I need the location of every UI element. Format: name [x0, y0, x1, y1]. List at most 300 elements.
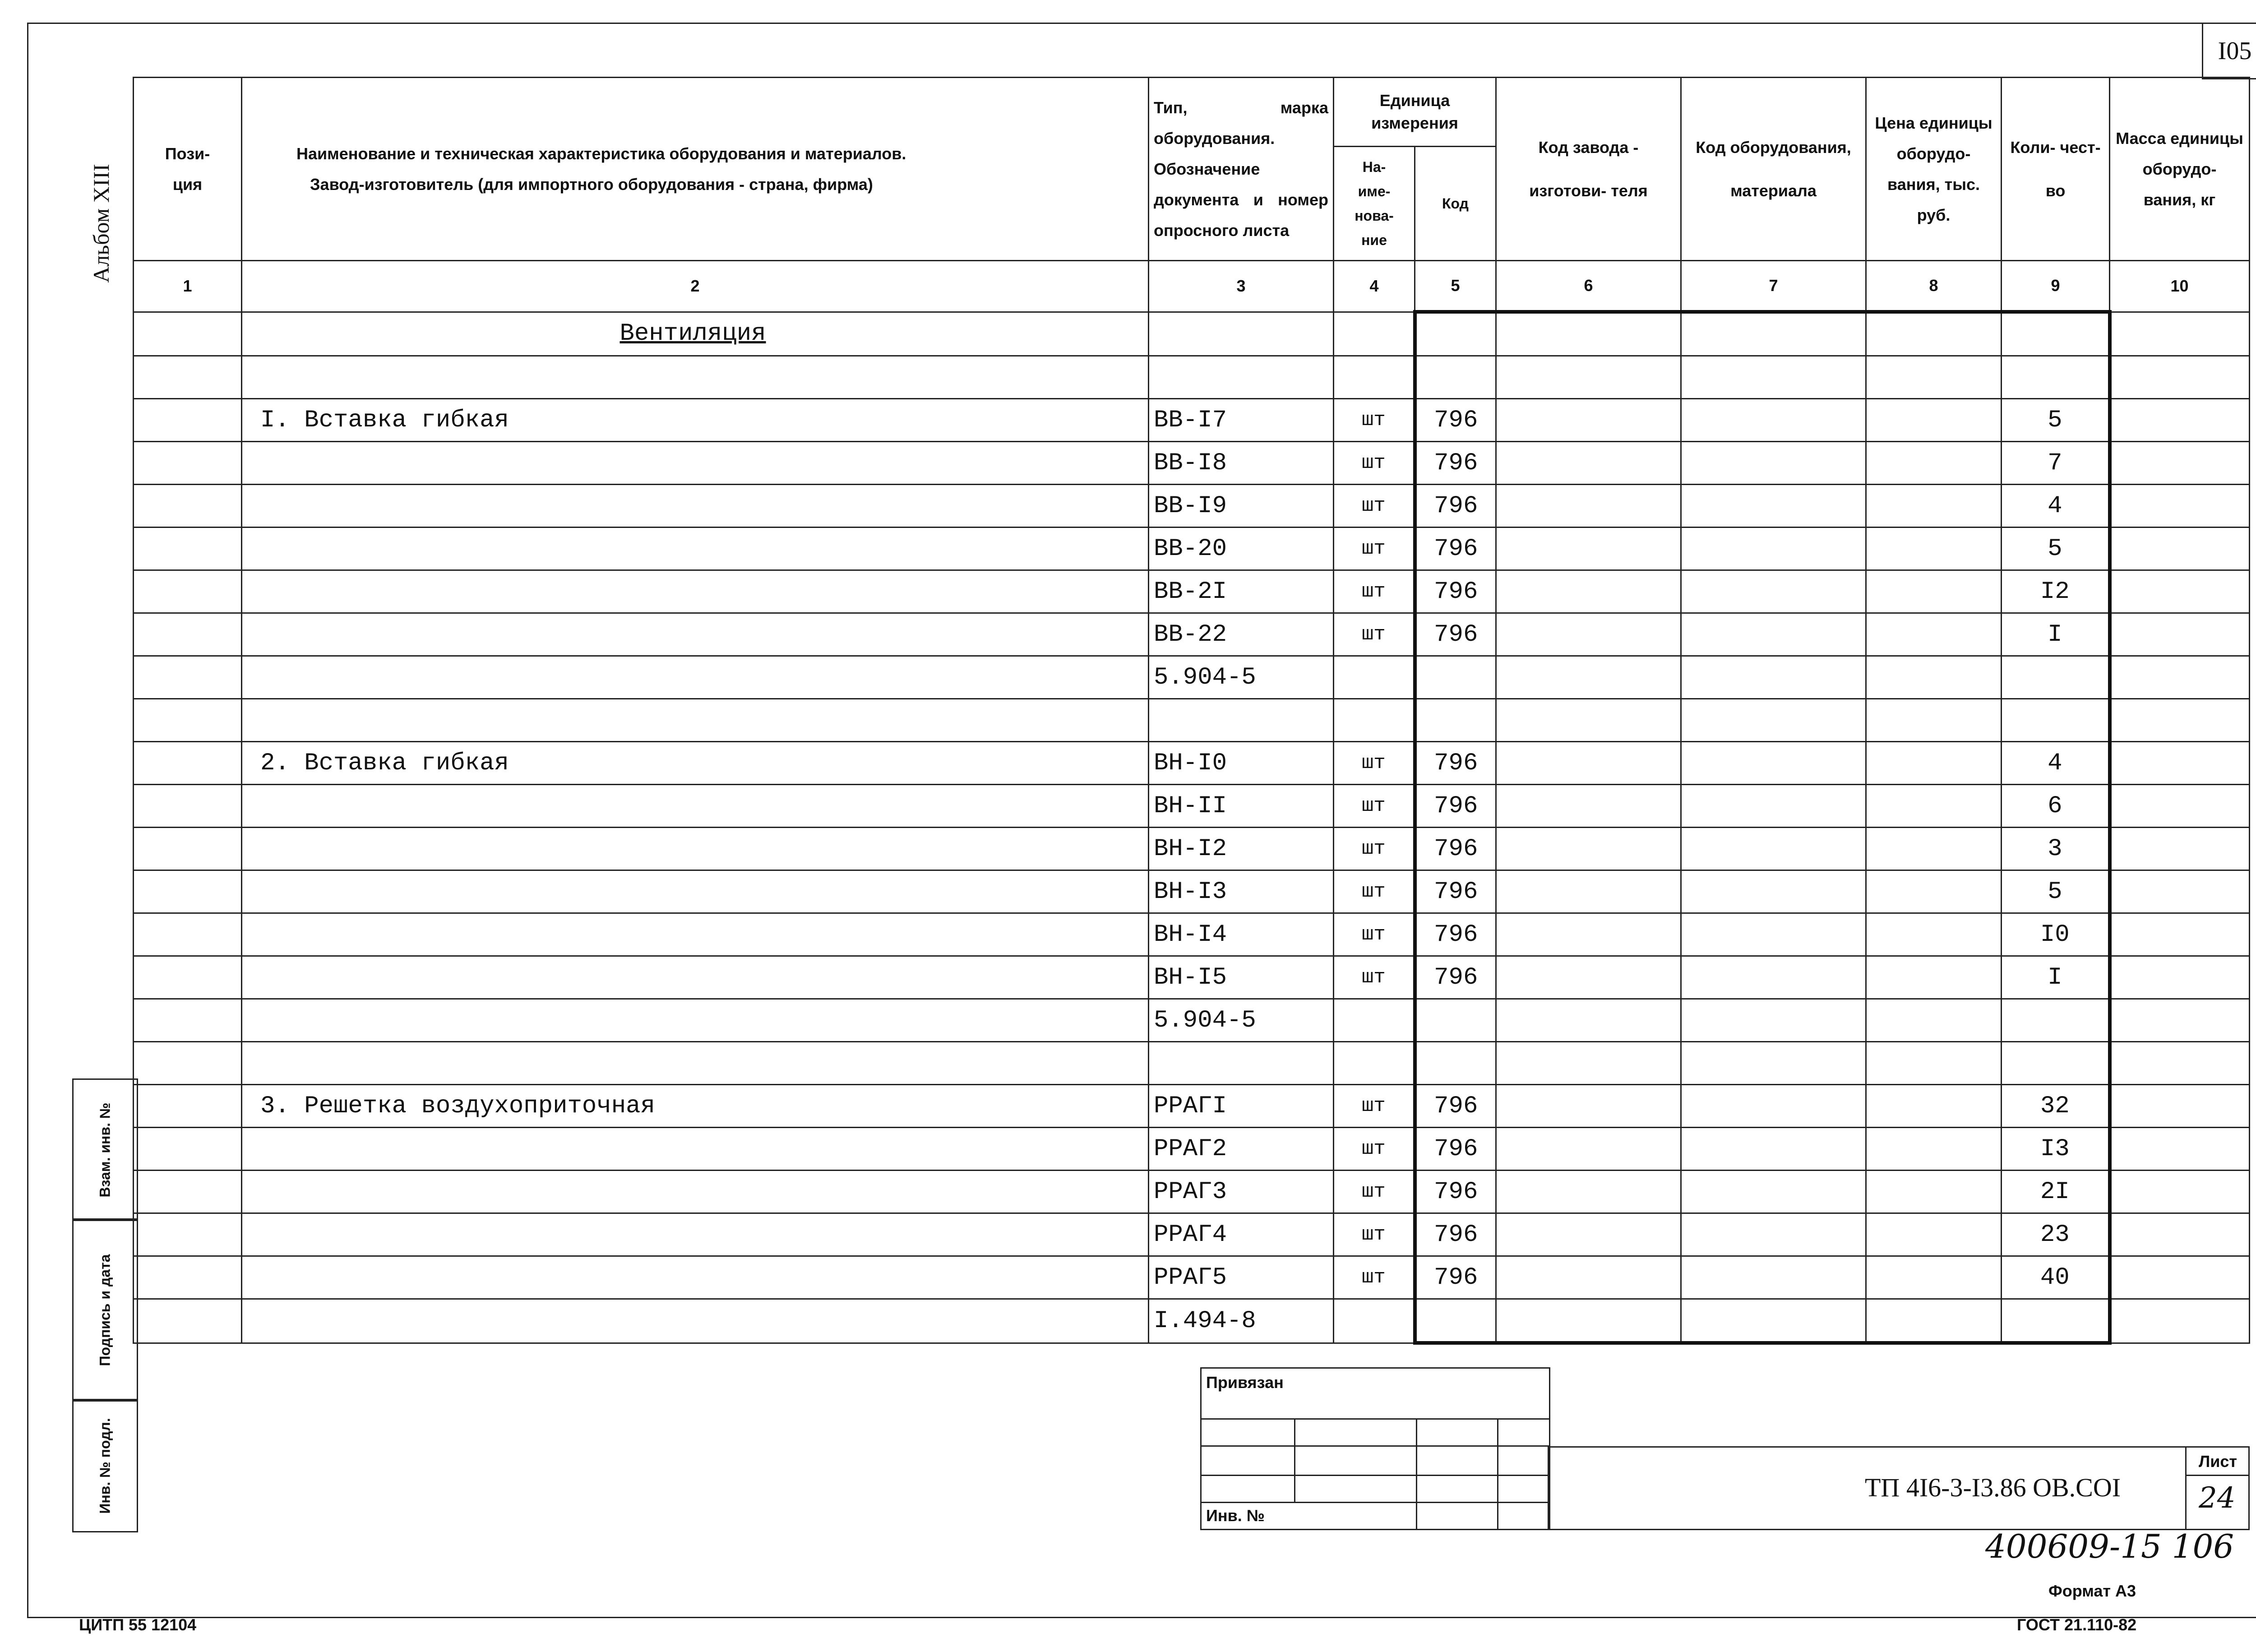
quantity-cell	[2002, 312, 2110, 356]
position-cell	[134, 828, 242, 870]
type-cell: 5.904-5	[1149, 656, 1334, 699]
unit-code-cell: 796	[1415, 442, 1496, 485]
equipment-code-cell	[1681, 613, 1866, 656]
quantity-cell: I	[2002, 956, 2110, 999]
col-number: 10	[2110, 261, 2250, 312]
equipment-code-cell	[1681, 1128, 1866, 1171]
mass-cell	[2110, 1171, 2250, 1213]
unit-name-cell: шт	[1334, 442, 1415, 485]
table-row	[134, 399, 2250, 442]
quantity-cell: 4	[2002, 485, 2110, 528]
unit-code-cell: 796	[1415, 828, 1496, 870]
header-col7: Код оборудования, материала	[1681, 78, 1866, 261]
equipment-code-cell	[1681, 1213, 1866, 1256]
position-cell	[134, 1085, 242, 1128]
bound-stamp	[1200, 1367, 1550, 1530]
factory-code-cell	[1496, 828, 1681, 870]
type-cell: ВВ-20	[1149, 528, 1334, 570]
factory-code-cell	[1496, 1256, 1681, 1299]
factory-code-cell	[1496, 999, 1681, 1042]
price-cell	[1866, 656, 2002, 699]
header-col4: На- име- нова- ние	[1334, 147, 1415, 261]
position-cell	[134, 956, 242, 999]
mass-cell	[2110, 356, 2250, 399]
equipment-code-cell	[1681, 399, 1866, 442]
quantity-cell: I	[2002, 613, 2110, 656]
unit-code-cell: 796	[1415, 956, 1496, 999]
equipment-code-cell	[1681, 356, 1866, 399]
type-cell	[1149, 356, 1334, 399]
unit-code-cell: 796	[1415, 742, 1496, 785]
position-cell	[134, 870, 242, 913]
name-cell	[242, 1042, 1149, 1085]
quantity-cell	[2002, 656, 2110, 699]
unit-code-cell: 796	[1415, 1128, 1496, 1171]
table-row	[134, 442, 2250, 485]
table-row	[134, 1171, 2250, 1213]
unit-code-cell: 796	[1415, 1256, 1496, 1299]
col-number: 1	[134, 261, 242, 312]
price-cell	[1866, 570, 2002, 613]
unit-code-cell	[1415, 699, 1496, 742]
col-number: 8	[1866, 261, 2002, 312]
quantity-cell: 40	[2002, 1256, 2110, 1299]
position-cell	[134, 570, 242, 613]
unit-name-cell: шт	[1334, 1171, 1415, 1213]
name-cell: Вентиляция	[242, 312, 1149, 356]
header-col2-line2: Завод-изготовитель (для импортного оборудования - страна, фирма)	[310, 175, 873, 194]
unit-name-cell: шт	[1334, 785, 1415, 828]
factory-code-cell	[1496, 312, 1681, 356]
side-cell-inventory: Инв. № подл.	[72, 1399, 138, 1532]
quantity-cell	[2002, 999, 2110, 1042]
col-number: 5	[1415, 261, 1496, 312]
quantity-cell: 5	[2002, 399, 2110, 442]
mass-cell	[2110, 1299, 2250, 1343]
header-col1: Пози- ция	[134, 78, 242, 261]
price-cell	[1866, 785, 2002, 828]
name-cell	[242, 570, 1149, 613]
name-cell	[242, 1171, 1149, 1213]
table-row	[134, 613, 2250, 656]
header-col6: Код завода - изготови- теля	[1496, 78, 1681, 261]
equipment-code-cell	[1681, 442, 1866, 485]
equipment-code-cell	[1681, 956, 1866, 999]
table-row	[134, 312, 2250, 356]
type-cell: РРАГ4	[1149, 1213, 1334, 1256]
table-row	[134, 570, 2250, 613]
factory-code-cell	[1496, 1171, 1681, 1213]
mass-cell	[2110, 528, 2250, 570]
name-cell	[242, 870, 1149, 913]
type-cell: ВН-II	[1149, 785, 1334, 828]
price-cell	[1866, 485, 2002, 528]
position-cell	[134, 613, 242, 656]
equipment-code-cell	[1681, 828, 1866, 870]
factory-code-cell	[1496, 699, 1681, 742]
price-cell	[1866, 1171, 2002, 1213]
unit-code-cell	[1415, 656, 1496, 699]
name-cell	[242, 785, 1149, 828]
bound-label: Привязан	[1206, 1373, 1284, 1392]
position-cell	[134, 1299, 242, 1343]
position-cell	[134, 1213, 242, 1256]
name-cell	[242, 356, 1149, 399]
table-row	[134, 828, 2250, 870]
sheet-label: Лист	[2199, 1452, 2238, 1471]
type-cell	[1149, 312, 1334, 356]
col-number: 7	[1681, 261, 1866, 312]
name-cell	[242, 913, 1149, 956]
mass-cell	[2110, 785, 2250, 828]
unit-name-cell: шт	[1334, 613, 1415, 656]
inv-label: Инв. №	[1206, 1506, 1265, 1525]
unit-code-cell: 796	[1415, 613, 1496, 656]
factory-code-cell	[1496, 442, 1681, 485]
equipment-code-cell	[1681, 699, 1866, 742]
price-cell	[1866, 1042, 2002, 1085]
position-cell	[134, 312, 242, 356]
column-number-row	[134, 261, 2250, 312]
unit-name-cell	[1334, 656, 1415, 699]
unit-code-cell: 796	[1415, 870, 1496, 913]
price-cell	[1866, 613, 2002, 656]
unit-name-cell: шт	[1334, 828, 1415, 870]
unit-code-cell: 796	[1415, 1171, 1496, 1213]
mass-cell	[2110, 613, 2250, 656]
table-row	[134, 1128, 2250, 1171]
mass-cell	[2110, 956, 2250, 999]
type-cell: ВВ-I7	[1149, 399, 1334, 442]
col-number: 2	[242, 261, 1149, 312]
table-row	[134, 656, 2250, 699]
factory-code-cell	[1496, 356, 1681, 399]
type-cell: ВН-I5	[1149, 956, 1334, 999]
mass-cell	[2110, 1213, 2250, 1256]
name-cell	[242, 442, 1149, 485]
equipment-code-cell	[1681, 1042, 1866, 1085]
equipment-code-cell	[1681, 913, 1866, 956]
col-number: 9	[2002, 261, 2110, 312]
position-cell	[134, 1171, 242, 1213]
factory-code-cell	[1496, 785, 1681, 828]
position-cell	[134, 442, 242, 485]
factory-code-cell	[1496, 956, 1681, 999]
col-number: 4	[1334, 261, 1415, 312]
header-col5: Код	[1415, 147, 1496, 261]
factory-code-cell	[1496, 528, 1681, 570]
name-cell	[242, 485, 1149, 528]
table-row	[134, 870, 2250, 913]
quantity-cell	[2002, 1299, 2110, 1343]
price-cell	[1866, 442, 2002, 485]
equipment-code-cell	[1681, 528, 1866, 570]
name-cell	[242, 1128, 1149, 1171]
type-cell: ВН-I2	[1149, 828, 1334, 870]
unit-name-cell: шт	[1334, 742, 1415, 785]
quantity-cell: 6	[2002, 785, 2110, 828]
header-col2-line1: Наименование и техническая характеристика оборудования и материалов.	[296, 144, 906, 163]
type-cell: ВВ-I8	[1149, 442, 1334, 485]
quantity-cell: 5	[2002, 528, 2110, 570]
quantity-cell: I3	[2002, 1128, 2110, 1171]
gost-label: ГОСТ 21.110-82	[2017, 1615, 2137, 1634]
unit-code-cell: 796	[1415, 528, 1496, 570]
quantity-cell: 4	[2002, 742, 2110, 785]
unit-name-cell: шт	[1334, 1085, 1415, 1128]
equipment-code-cell	[1681, 999, 1866, 1042]
mass-cell	[2110, 699, 2250, 742]
quantity-cell: I2	[2002, 570, 2110, 613]
quantity-cell	[2002, 699, 2110, 742]
type-cell: ВВ-I9	[1149, 485, 1334, 528]
price-cell	[1866, 1128, 2002, 1171]
price-cell	[1866, 528, 2002, 570]
factory-code-cell	[1496, 870, 1681, 913]
mass-cell	[2110, 870, 2250, 913]
unit-name-cell: шт	[1334, 399, 1415, 442]
mass-cell	[2110, 312, 2250, 356]
table-row	[134, 1299, 2250, 1343]
factory-code-cell	[1496, 1042, 1681, 1085]
name-cell	[242, 1213, 1149, 1256]
table-row	[134, 1085, 2250, 1128]
equipment-code-cell	[1681, 1171, 1866, 1213]
factory-code-cell	[1496, 1299, 1681, 1343]
mass-cell	[2110, 999, 2250, 1042]
unit-code-cell: 796	[1415, 485, 1496, 528]
table-row	[134, 356, 2250, 399]
quantity-cell	[2002, 356, 2110, 399]
position-cell	[134, 999, 242, 1042]
unit-name-cell	[1334, 356, 1415, 399]
price-cell	[1866, 956, 2002, 999]
type-cell: ВВ-2I	[1149, 570, 1334, 613]
position-cell	[134, 785, 242, 828]
sheet-value: 24	[2199, 1481, 2236, 1515]
type-cell: ВН-I3	[1149, 870, 1334, 913]
quantity-cell: 3	[2002, 828, 2110, 870]
unit-name-cell	[1334, 1299, 1415, 1343]
specification-table	[133, 77, 2250, 1345]
mass-cell	[2110, 656, 2250, 699]
type-cell	[1149, 699, 1334, 742]
position-cell	[134, 528, 242, 570]
table-row	[134, 999, 2250, 1042]
position-cell	[134, 913, 242, 956]
header-col2	[242, 78, 1149, 261]
price-cell	[1866, 1256, 2002, 1299]
unit-name-cell: шт	[1334, 956, 1415, 999]
type-cell	[1149, 1042, 1334, 1085]
price-cell	[1866, 1085, 2002, 1128]
position-cell	[134, 656, 242, 699]
unit-code-cell: 796	[1415, 570, 1496, 613]
factory-code-cell	[1496, 913, 1681, 956]
mass-cell	[2110, 1128, 2250, 1171]
type-cell: РРАГ2	[1149, 1128, 1334, 1171]
name-cell	[242, 1299, 1149, 1343]
unit-name-cell	[1334, 312, 1415, 356]
unit-name-cell	[1334, 999, 1415, 1042]
equipment-code-cell	[1681, 656, 1866, 699]
factory-code-cell	[1496, 742, 1681, 785]
document-code: ТП 4I6-3-I3.86 ОВ.СОI	[1865, 1473, 2121, 1502]
name-cell	[242, 528, 1149, 570]
position-cell	[134, 356, 242, 399]
name-cell	[242, 1256, 1149, 1299]
header-col3: Тип, марка оборудования. Обозначение документа и номер опросного листа	[1149, 78, 1334, 261]
unit-name-cell: шт	[1334, 1256, 1415, 1299]
quantity-cell	[2002, 1042, 2110, 1085]
name-cell	[242, 828, 1149, 870]
price-cell	[1866, 999, 2002, 1042]
page-number: I05	[2202, 23, 2256, 79]
factory-code-cell	[1496, 1213, 1681, 1256]
mass-cell	[2110, 828, 2250, 870]
factory-code-cell	[1496, 656, 1681, 699]
unit-code-cell	[1415, 1042, 1496, 1085]
unit-code-cell: 796	[1415, 1085, 1496, 1128]
position-cell	[134, 1128, 242, 1171]
factory-code-cell	[1496, 613, 1681, 656]
unit-name-cell	[1334, 699, 1415, 742]
type-cell: РРАГ3	[1149, 1171, 1334, 1213]
unit-code-cell: 796	[1415, 785, 1496, 828]
equipment-code-cell	[1681, 785, 1866, 828]
title-block	[1548, 1446, 2250, 1530]
mass-cell	[2110, 742, 2250, 785]
position-cell	[134, 1042, 242, 1085]
handwritten-note: 400609-15 106	[1985, 1527, 2234, 1565]
price-cell	[1866, 1213, 2002, 1256]
unit-name-cell: шт	[1334, 570, 1415, 613]
name-cell: 2. Вставка гибкая	[242, 742, 1149, 785]
price-cell	[1866, 312, 2002, 356]
table-row	[134, 785, 2250, 828]
type-cell: ВВ-22	[1149, 613, 1334, 656]
name-cell: I. Вставка гибкая	[242, 399, 1149, 442]
type-cell: 5.904-5	[1149, 999, 1334, 1042]
unit-code-cell	[1415, 312, 1496, 356]
equipment-code-cell	[1681, 870, 1866, 913]
unit-code-cell	[1415, 356, 1496, 399]
mass-cell	[2110, 485, 2250, 528]
left-footer-code: ЦИТП 55 12104	[79, 1615, 197, 1634]
quantity-cell: 5	[2002, 870, 2110, 913]
type-cell: РРАГI	[1149, 1085, 1334, 1128]
unit-code-cell	[1415, 999, 1496, 1042]
name-cell	[242, 613, 1149, 656]
type-cell: ВН-I4	[1149, 913, 1334, 956]
price-cell	[1866, 913, 2002, 956]
price-cell	[1866, 828, 2002, 870]
unit-code-cell	[1415, 1299, 1496, 1343]
position-cell	[134, 1256, 242, 1299]
factory-code-cell	[1496, 485, 1681, 528]
unit-name-cell: шт	[1334, 528, 1415, 570]
album-label: Альбом XIII	[88, 164, 114, 283]
position-cell	[134, 699, 242, 742]
header-unit-group: Единица измерения	[1334, 78, 1496, 147]
factory-code-cell	[1496, 1085, 1681, 1128]
header-row	[134, 78, 2250, 147]
name-cell	[242, 956, 1149, 999]
price-cell	[1866, 356, 2002, 399]
format-label: Формат А3	[2048, 1582, 2136, 1600]
type-cell: I.494-8	[1149, 1299, 1334, 1343]
price-cell	[1866, 870, 2002, 913]
table-row	[134, 913, 2250, 956]
equipment-code-cell	[1681, 1299, 1866, 1343]
quantity-cell: 23	[2002, 1213, 2110, 1256]
factory-code-cell	[1496, 399, 1681, 442]
col-number: 6	[1496, 261, 1681, 312]
equipment-code-cell	[1681, 1085, 1866, 1128]
table-body	[134, 312, 2250, 1343]
unit-name-cell: шт	[1334, 870, 1415, 913]
unit-name-cell: шт	[1334, 1128, 1415, 1171]
name-cell	[242, 656, 1149, 699]
name-cell	[242, 699, 1149, 742]
quantity-cell: 7	[2002, 442, 2110, 485]
equipment-code-cell	[1681, 1256, 1866, 1299]
mass-cell	[2110, 399, 2250, 442]
table-row	[134, 742, 2250, 785]
side-cell-signature: Подпись и дата	[72, 1218, 138, 1402]
side-cell-replaces: Взам. инв. №	[72, 1078, 138, 1221]
header-col8: Цена единицы оборудо- вания, тыс. руб.	[1866, 78, 2002, 261]
col-number: 3	[1149, 261, 1334, 312]
equipment-code-cell	[1681, 485, 1866, 528]
header-col10: Масса единицы оборудо- вания, кг	[2110, 78, 2250, 261]
equipment-code-cell	[1681, 312, 1866, 356]
quantity-cell: I0	[2002, 913, 2110, 956]
type-cell: ВН-I0	[1149, 742, 1334, 785]
table-row	[134, 485, 2250, 528]
mass-cell	[2110, 1085, 2250, 1128]
position-cell	[134, 399, 242, 442]
equipment-code-cell	[1681, 570, 1866, 613]
quantity-cell: 32	[2002, 1085, 2110, 1128]
unit-name-cell: шт	[1334, 485, 1415, 528]
mass-cell	[2110, 570, 2250, 613]
mass-cell	[2110, 1042, 2250, 1085]
table-row	[134, 1256, 2250, 1299]
position-cell	[134, 485, 242, 528]
unit-name-cell: шт	[1334, 913, 1415, 956]
name-cell	[242, 999, 1149, 1042]
unit-name-cell: шт	[1334, 1213, 1415, 1256]
table-row	[134, 1042, 2250, 1085]
mass-cell	[2110, 913, 2250, 956]
table-row	[134, 1213, 2250, 1256]
table-row	[134, 956, 2250, 999]
unit-code-cell: 796	[1415, 1213, 1496, 1256]
type-cell: РРАГ5	[1149, 1256, 1334, 1299]
factory-code-cell	[1496, 1128, 1681, 1171]
price-cell	[1866, 742, 2002, 785]
table-row	[134, 528, 2250, 570]
mass-cell	[2110, 1256, 2250, 1299]
table-row	[134, 699, 2250, 742]
price-cell	[1866, 1299, 2002, 1343]
header-col9: Коли- чест- во	[2002, 78, 2110, 261]
name-cell: 3. Решетка воздухоприточная	[242, 1085, 1149, 1128]
position-cell	[134, 742, 242, 785]
factory-code-cell	[1496, 570, 1681, 613]
equipment-code-cell	[1681, 742, 1866, 785]
